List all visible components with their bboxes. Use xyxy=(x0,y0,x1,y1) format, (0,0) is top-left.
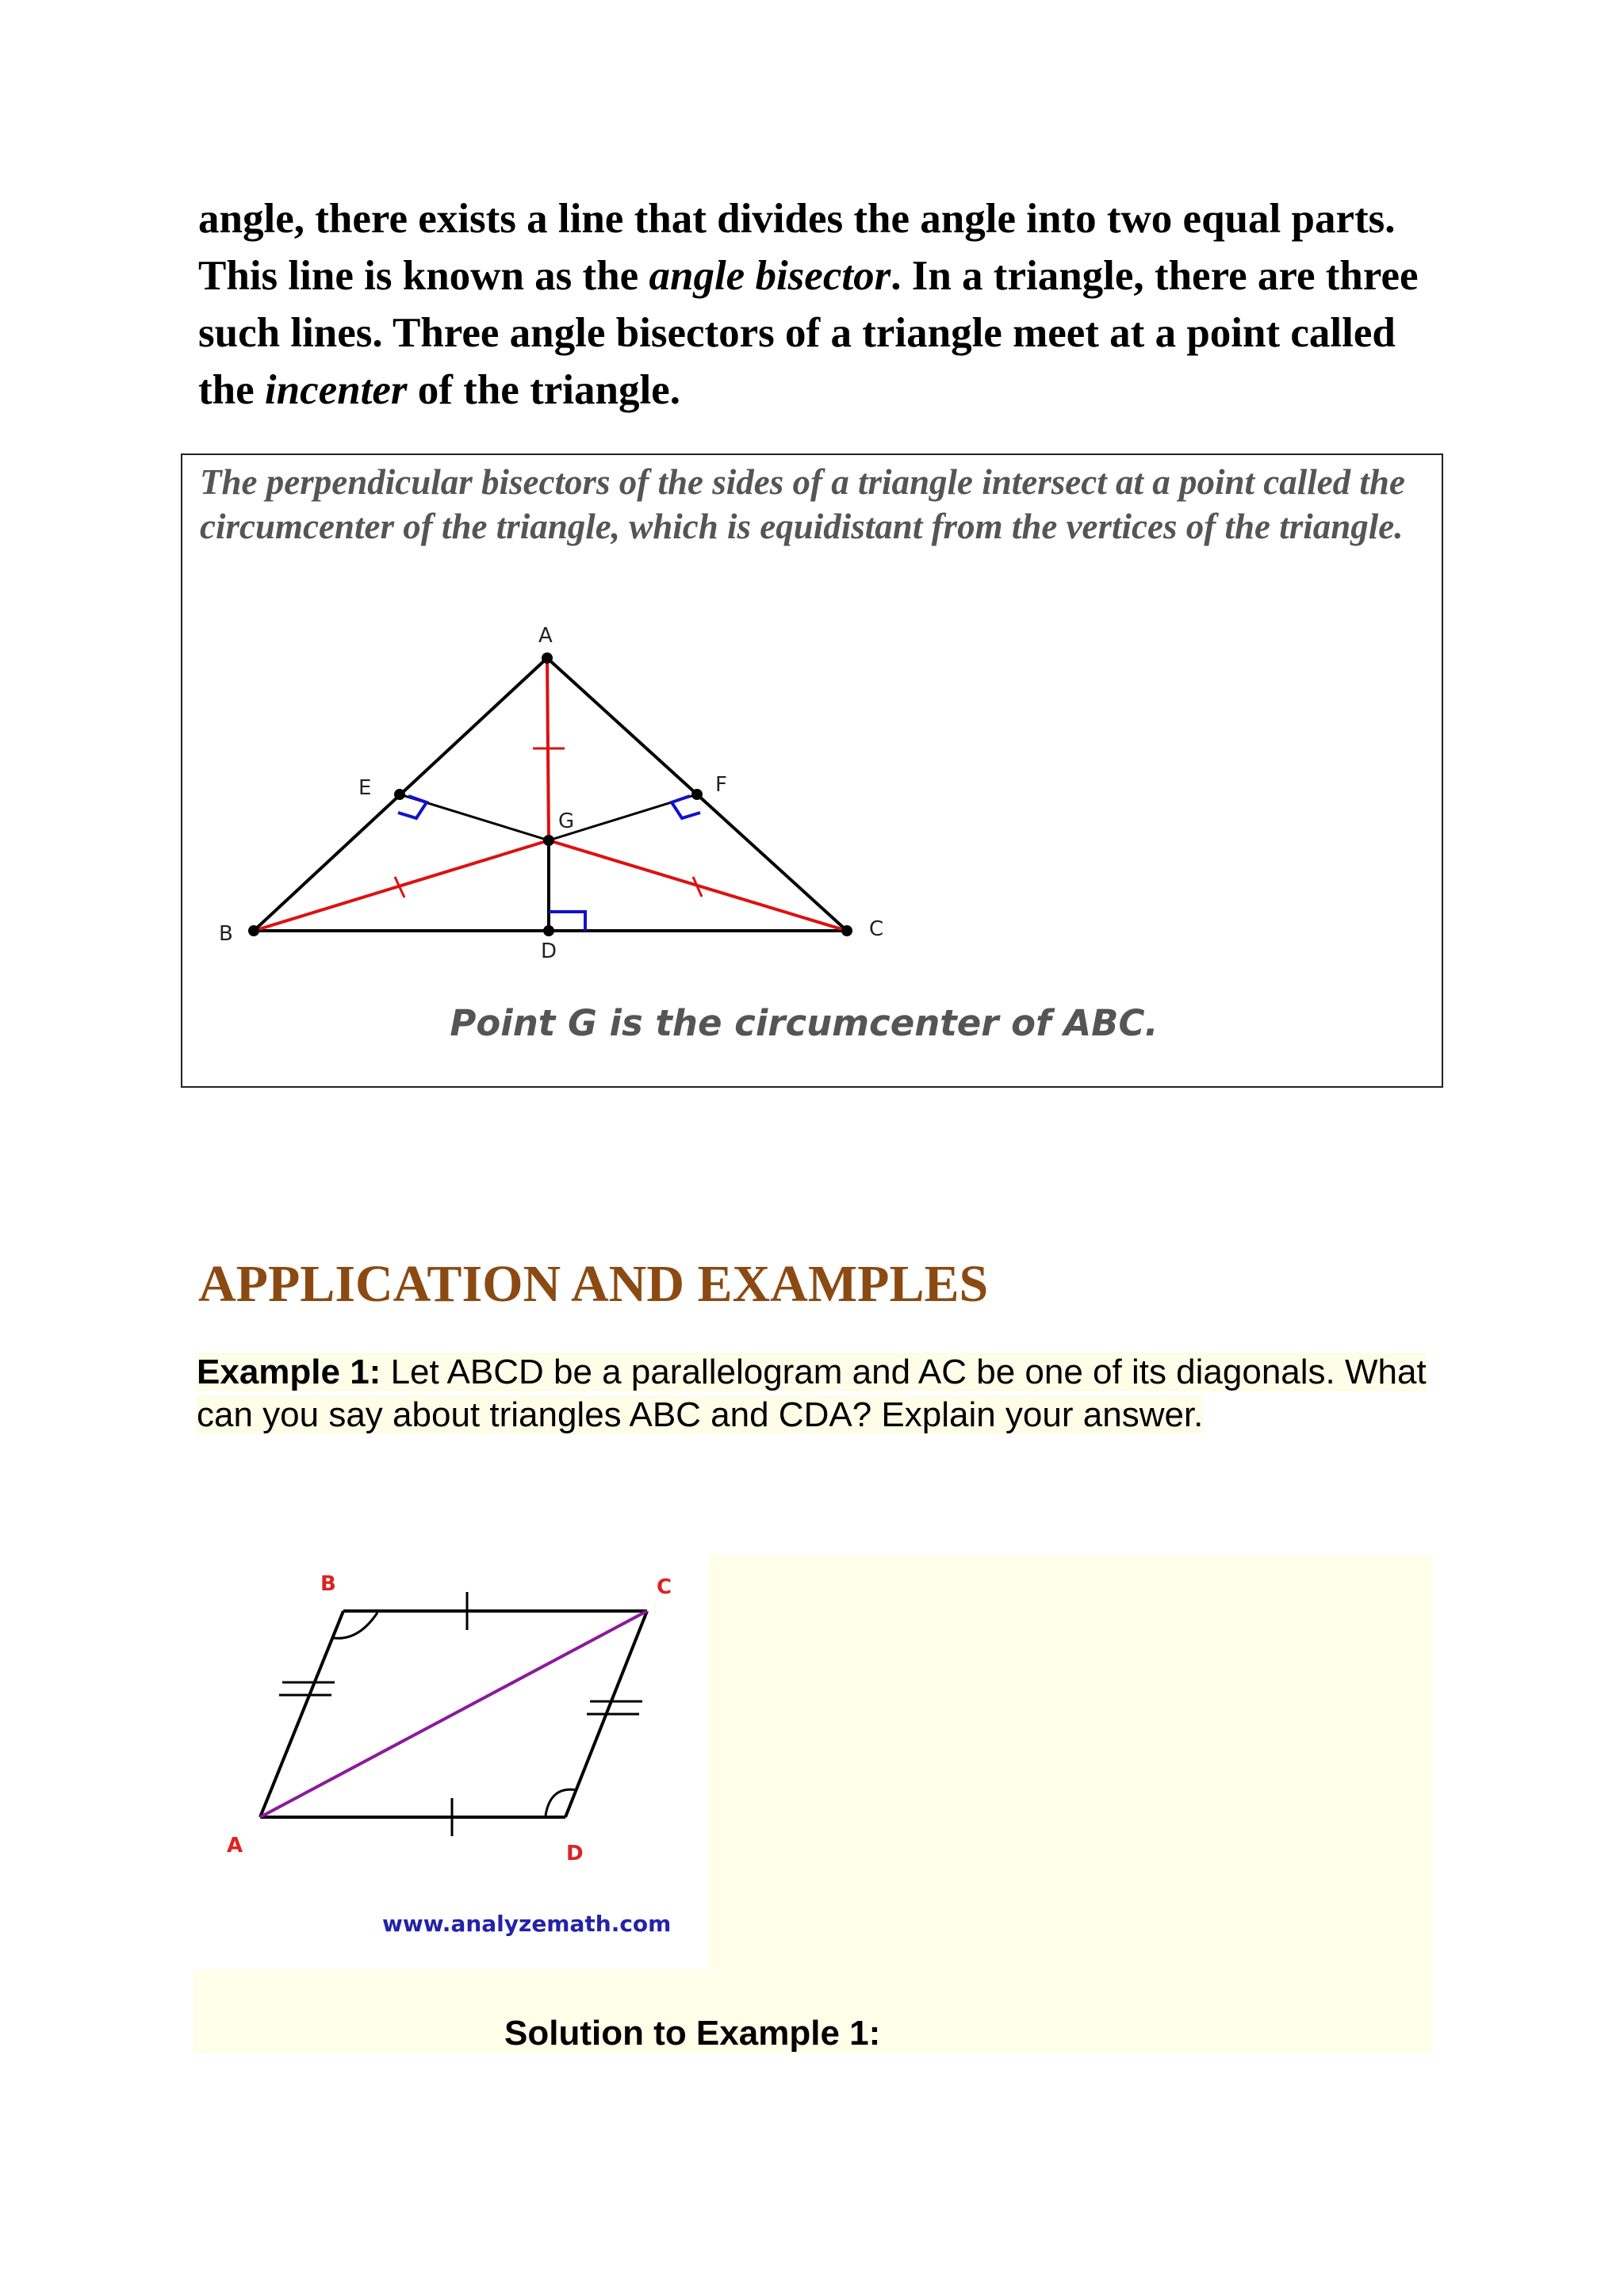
label-g: G xyxy=(558,809,575,833)
right-angle-d xyxy=(549,912,585,931)
definition-box xyxy=(181,453,1443,1088)
label-c: C xyxy=(869,917,884,941)
point-a-dot xyxy=(542,652,553,664)
label-f: F xyxy=(715,773,727,797)
label-pa: A xyxy=(227,1834,243,1858)
solution-heading: Solution to Example 1: xyxy=(504,2014,881,2053)
point-e-dot xyxy=(394,789,405,800)
label-pc: C xyxy=(657,1575,672,1599)
figure-credit: www.analyzemath.com xyxy=(382,1911,672,1937)
example-1-text: Let ABCD be a parallelogram and AC be one of its diagonals. What can you say about triangles ABC and CDA? Explain your answer. xyxy=(197,1353,1427,1434)
label-d: D xyxy=(541,939,557,963)
point-g-dot xyxy=(543,835,554,846)
intro-paragraph xyxy=(198,190,1435,419)
term-angle-bisector: angle bisector xyxy=(649,253,891,299)
term-incenter: incenter xyxy=(264,367,408,413)
example-1-label: Example 1: xyxy=(197,1353,381,1391)
label-e: E xyxy=(358,776,372,800)
segment-bg xyxy=(254,840,549,931)
intro-text-3: of the triangle. xyxy=(407,367,680,413)
figure-caption: Point G is the circumcenter of ABC. xyxy=(450,1002,1159,1044)
label-b: B xyxy=(219,922,233,946)
side-ab xyxy=(260,1611,343,1817)
point-f-dot xyxy=(691,789,703,800)
parallelogram-figure xyxy=(193,1556,709,1969)
circumcenter-triangle-figure xyxy=(182,455,1445,1089)
label-pd: D xyxy=(566,1842,584,1866)
example-1-statement xyxy=(197,1351,1434,1437)
point-b-dot xyxy=(248,925,259,936)
intro-text-2: . In a triangle, there are three such lines. Three angle bisectors of a triangle meet at a point called the xyxy=(198,253,1419,413)
section-heading: APPLICATION AND EXAMPLES xyxy=(198,1255,989,1313)
point-d-dot xyxy=(543,925,554,936)
intro-text-1: angle, there exists a line that divides the angle into two equal parts. This line is known as the xyxy=(198,196,1396,299)
parallelogram-figure-frame xyxy=(193,1556,709,1969)
definition-text: The perpendicular bisectors of the sides of a triangle intersect at a point called the circumcenter of the triangle, which is equidistant from the vertices of the triangle. xyxy=(200,462,1405,546)
point-c-dot xyxy=(841,925,852,936)
label-a: A xyxy=(538,624,553,648)
label-pb: B xyxy=(320,1572,336,1596)
